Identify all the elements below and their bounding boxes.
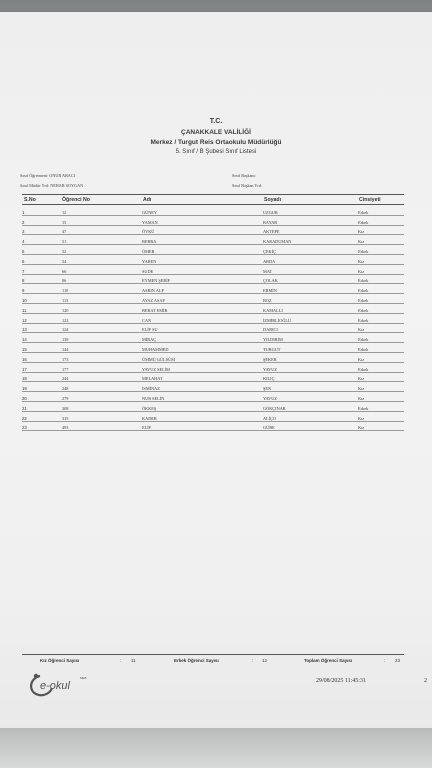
row-student-no: 493 [62,421,142,431]
row-name: EYMEN ŞERİF [142,274,263,284]
row-name: MUHAMMED [142,343,263,353]
footer-rule [22,654,404,655]
row-student-no: 12 [62,206,142,215]
row-sno: 7 [22,264,62,274]
row-name: ÖYKÜ [142,225,263,235]
row-sno: 11 [22,303,62,313]
row-name: ÜMMÜ GÜLSÜM [142,352,263,362]
row-gender: Erkek [358,274,404,284]
row-sno: 6 [22,254,62,264]
table-row [22,313,404,323]
row-surname: KILIÇ [263,372,358,382]
table-top-rule [22,194,404,195]
col-header-student-no: Öğrenci No [62,197,90,203]
row-student-no: 315 [62,411,142,421]
row-sno: 20 [22,392,62,402]
table-row [22,235,404,245]
logo-dot [34,674,38,678]
row-student-no: 120 [62,303,142,313]
girls-count-label: Kız Öğrenci Sayısı [40,658,80,663]
row-surname: ŞEN [263,382,358,392]
header-line-2: ÇANAKKALE VALİLİĞİ [181,129,251,136]
row-student-no: 139 [62,333,142,343]
row-sno: 14 [22,333,62,343]
row-student-no: 66 [62,264,142,274]
row-surname: İZMİRLİOĞLU [263,313,358,323]
row-student-no: 113 [62,294,142,304]
row-student-no: 173 [62,352,142,362]
row-surname: BAYAR [263,215,358,225]
row-gender: Kız [358,411,404,421]
row-sno: 22 [22,411,62,421]
row-name: AYAZ ASAF [142,294,263,304]
row-gender: Kız [358,382,404,392]
row-sno: 23 [22,421,62,431]
row-name: ELİF [142,421,263,431]
row-gender: Kız [358,323,404,333]
row-sno: 8 [22,274,62,284]
row-sno: 5 [22,245,62,255]
row-student-no: 144 [62,343,142,353]
table-row [22,382,404,392]
row-surname: ARDA [263,254,358,264]
row-sno: 19 [22,382,62,392]
page-number: 2 [424,678,427,684]
row-surname: ŞEKER [263,352,358,362]
boys-count-sep: : [252,658,254,663]
table-row [22,245,404,255]
row-gender: Kız [358,264,404,274]
col-header-gender: Cinsiyeti [359,197,381,203]
row-gender: Erkek [358,333,404,343]
class-head-deputy-label: Sınıf Başkan Yrd: [232,183,263,188]
table-header-rule [22,204,404,205]
row-surname: ÇOLAK [263,274,358,284]
row-gender: Kız [358,392,404,402]
total-count-sep: : [384,658,386,663]
row-surname: GÖKÇINAR [263,401,358,411]
row-surname: BOZ [263,294,358,304]
row-surname: KAMALLI [263,303,358,313]
row-name: ELİF SU [142,323,263,333]
table-row [22,264,404,274]
row-gender: Erkek [358,284,404,294]
row-sno: 21 [22,401,62,411]
row-name: BERAT EMİR [142,303,263,313]
teacher-label: Sınıf Öğretmeni: ONUR ABACI [20,173,76,178]
row-name: MİRAÇ [142,333,263,343]
row-student-no: 47 [62,225,142,235]
row-gender: Erkek [358,343,404,353]
row-name: ÖMER [142,245,263,255]
row-gender: Kız [358,372,404,382]
print-timestamp: 29/08/2025 11:45:31 [316,678,366,684]
girls-count-sep: : [120,658,122,663]
row-student-no: 244 [62,372,142,382]
col-header-surname: Soyadı [264,197,282,203]
row-sno: 2 [22,215,62,225]
row-gender: Erkek [358,245,404,255]
row-sno: 12 [22,313,62,323]
col-header-sno: S.No [24,197,36,203]
row-name: SUDE [142,264,263,274]
student-table [22,206,404,431]
row-sno: 17 [22,362,62,372]
table-row [22,303,404,313]
table-row [22,411,404,421]
row-gender: Kız [358,352,404,362]
total-count-value: 23 [395,658,401,663]
row-sno: 1 [22,206,62,215]
row-student-no: 13 [62,215,142,225]
row-gender: Erkek [358,401,404,411]
table-row [22,362,404,372]
table-row [22,421,404,431]
row-sno: 9 [22,284,62,294]
row-surname: ERMİN [263,284,358,294]
row-sno: 3 [22,225,62,235]
row-name: KADER [142,411,263,421]
principal-label: Sınıf Müdür Yrd: NEHAR SOYGAN [20,183,84,188]
row-surname: MAT [263,264,358,274]
row-surname: DARICI [263,323,358,333]
row-gender: Kız [358,254,404,264]
boys-count-value: 12 [262,658,268,663]
row-surname: YAVUZ [263,392,358,402]
table-row [22,323,404,333]
header-line-4: 5. Sınıf / B Şubesi Sınıf Listesi [175,149,257,155]
row-student-no: 177 [62,362,142,372]
row-student-no: 86 [62,274,142,284]
col-header-name: Adı [143,197,152,203]
row-sno: 15 [22,343,62,353]
row-student-no: 308 [62,401,142,411]
row-student-no: 248 [62,382,142,392]
header-line-1: T.C. [209,118,223,125]
girls-count-value: 11 [131,658,136,663]
table-row [22,284,404,294]
background-bottom [0,728,432,768]
table-row [22,274,404,284]
e-okul-logo-text: e-okul [40,680,70,692]
boys-count-label: Erkek Öğrenci Sayısı [174,658,219,663]
table-row [22,254,404,264]
table-row [22,392,404,402]
row-surname: TURGUT [263,343,358,353]
row-student-no: 51 [62,235,142,245]
row-surname: YILDIRIM [263,333,358,343]
row-gender: Kız [358,235,404,245]
row-gender: Kız [358,225,404,235]
row-sno: 18 [22,372,62,382]
row-surname: ALİÇO [263,411,358,421]
total-count-label: Toplam Öğrenci Sayısı [304,658,353,663]
row-name: YAREN [142,254,263,264]
row-surname: YAVUZ [263,362,358,372]
row-surname: KARADUMAN [263,235,358,245]
student-table-body [22,206,404,431]
header-line-3: Merkez / Turgut Reis Ortaokulu Müdürlüğü [150,139,282,146]
row-surname: UZGUR [263,206,358,215]
row-gender: Erkek [358,362,404,372]
row-name: NUR SELİN [142,392,263,402]
row-name: YAVUZ SELİM [142,362,263,372]
row-name: ÖKKEŞ [142,401,263,411]
row-gender: Erkek [358,313,404,323]
table-row [22,333,404,343]
row-sno: 16 [22,352,62,362]
logo-meb-text: MEB [80,676,87,680]
row-student-no: 124 [62,323,142,333]
row-student-no: 52 [62,245,142,255]
row-name: BERRA [142,235,263,245]
row-student-no: 122 [62,313,142,323]
row-name: ASRIN ALP [142,284,263,294]
row-gender: Erkek [358,303,404,313]
row-name: CAN [142,313,263,323]
table-row [22,372,404,382]
row-sno: 13 [22,323,62,333]
row-gender: Erkek [358,206,404,215]
table-row [22,401,404,411]
table-row [22,294,404,304]
row-student-no: 110 [62,284,142,294]
row-student-no: 54 [62,254,142,264]
row-sno: 4 [22,235,62,245]
row-name: İSMİNAZ [142,382,263,392]
row-name: YAMAN [142,215,263,225]
row-gender: Erkek [358,294,404,304]
class-head-label: Sınıf Başkanı: [232,173,256,178]
row-gender: Erkek [358,215,404,225]
table-row [22,215,404,225]
table-row [22,343,404,353]
table-row [22,206,404,215]
row-surname: AKTEPE [263,225,358,235]
table-row [22,225,404,235]
row-surname: GÜBE [263,421,358,431]
row-surname: ÇEKİÇ [263,245,358,255]
row-sno: 10 [22,294,62,304]
row-name: MELAHAT [142,372,263,382]
table-row [22,352,404,362]
row-gender: Kız [358,421,404,431]
row-student-no: 279 [62,392,142,402]
row-name: GÜNEY [142,206,263,215]
